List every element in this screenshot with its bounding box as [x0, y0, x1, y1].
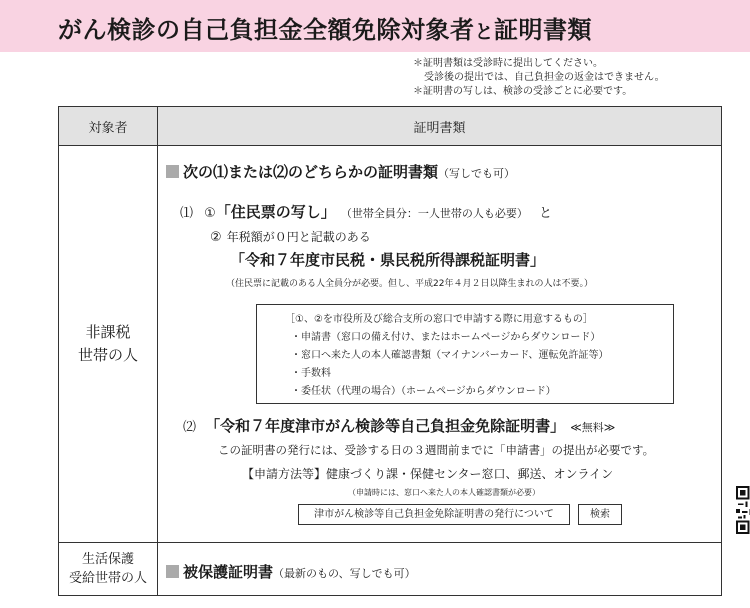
option1-a-note: （世帯全員分：一人世帯の人も必要）	[340, 207, 528, 220]
gray-square-icon	[166, 565, 179, 578]
row2-subject	[59, 543, 158, 596]
lead-line	[166, 161, 515, 182]
row2-subject-line2: 受給世帯の人	[68, 571, 147, 586]
lead-note: （写しでも可）	[438, 167, 516, 180]
option1-b-text: 年税額が０円と記載のある	[226, 230, 371, 244]
search-keyword-box[interactable]: 津市がん検診等自己負担金免除証明書の発行について	[298, 504, 570, 525]
header-documents: 証明書類	[158, 107, 722, 146]
title-conjunction: と	[474, 21, 495, 43]
row1-subject-line2: 世帯の人	[77, 346, 138, 364]
box-item-fee: ・手数料	[291, 368, 331, 379]
option2-line	[183, 415, 615, 436]
option2-description: この証明書の発行には、受診する日の３週間前までに「申請書」の提出が必要です。	[218, 443, 655, 457]
header-subject: 対象者	[59, 107, 158, 146]
option2-number: ⑵	[183, 420, 197, 435]
note-no-refund: 受診後の提出では、自己負担金の返金はできません。	[424, 72, 665, 83]
option2-small-note: （申請時には、窓口へ来た人の本人確認書類が必要）	[348, 488, 540, 497]
note-submit: ＊証明書類は受診時に提出してください。	[413, 58, 603, 69]
box-item-id: ・窓口へ来た人の本人確認書類（マイナンバーカード、運転免許証等）	[291, 350, 609, 361]
box-title: ［①、②を市役所及び総合支所の窓口で申請する際に用意するもの］	[285, 314, 593, 325]
option1-and: と	[538, 206, 552, 221]
row1-subject	[59, 146, 158, 543]
qr-code-icon	[736, 486, 750, 534]
option1-a-mark: ①	[204, 206, 216, 221]
option1-line-a	[180, 201, 552, 222]
box-item-application: ・申請書（窓口の備え付け、またはホームページからダウンロード）	[291, 332, 601, 343]
eligibility-table	[58, 106, 722, 596]
lead-text: 次の⑴または⑵のどちらかの証明書類	[183, 163, 439, 181]
option1-line-b	[210, 226, 371, 245]
row2-line	[166, 561, 416, 582]
option1-number: ⑴	[180, 206, 194, 221]
row2-subject-line1: 生活保護	[81, 552, 134, 567]
title-main: がん検診の自己負担金全額免除対象者	[58, 16, 475, 44]
row2-note: （最新のもの、写しでも可）	[273, 567, 416, 580]
row2-title: 被保護証明書	[183, 563, 274, 581]
row1-subject-line1: 非課税	[85, 323, 131, 341]
page-title	[58, 10, 592, 45]
gray-square-icon	[166, 165, 179, 178]
method-label: 【申請方法等】	[242, 467, 327, 481]
title-docs: 証明書類	[494, 16, 593, 44]
row2-documents	[158, 543, 722, 596]
option1-a-title: 「住民票の写し」	[215, 203, 336, 221]
option2-title: 「令和７年度津市がん検診等自己負担金免除証明書」	[205, 417, 566, 435]
option1-note: （住民票に記載のある人全員分が必要。但し、平成22年４月２日以降生まれの人は不要。）	[226, 279, 593, 289]
row1-documents	[158, 146, 722, 543]
box-item-proxy: ・委任状（代理の場合）（ホームページからダウンロード）	[291, 386, 556, 397]
notes	[413, 57, 665, 99]
method-text: 健康づくり課・保健センター窓口、郵送、オンライン	[326, 467, 614, 481]
note-copy-each: ＊証明書の写しは、検診の受診ごとに必要です。	[413, 86, 633, 97]
search-button[interactable]: 検索	[578, 504, 622, 525]
option1-b-mark: ②	[210, 230, 222, 245]
option2-method	[242, 465, 613, 482]
option2-fee: ≪無料≫	[570, 421, 616, 434]
option1-b-title: 「令和７年度市民税・県民税所得課税証明書」	[230, 251, 546, 269]
application-requirements-box	[256, 304, 674, 404]
